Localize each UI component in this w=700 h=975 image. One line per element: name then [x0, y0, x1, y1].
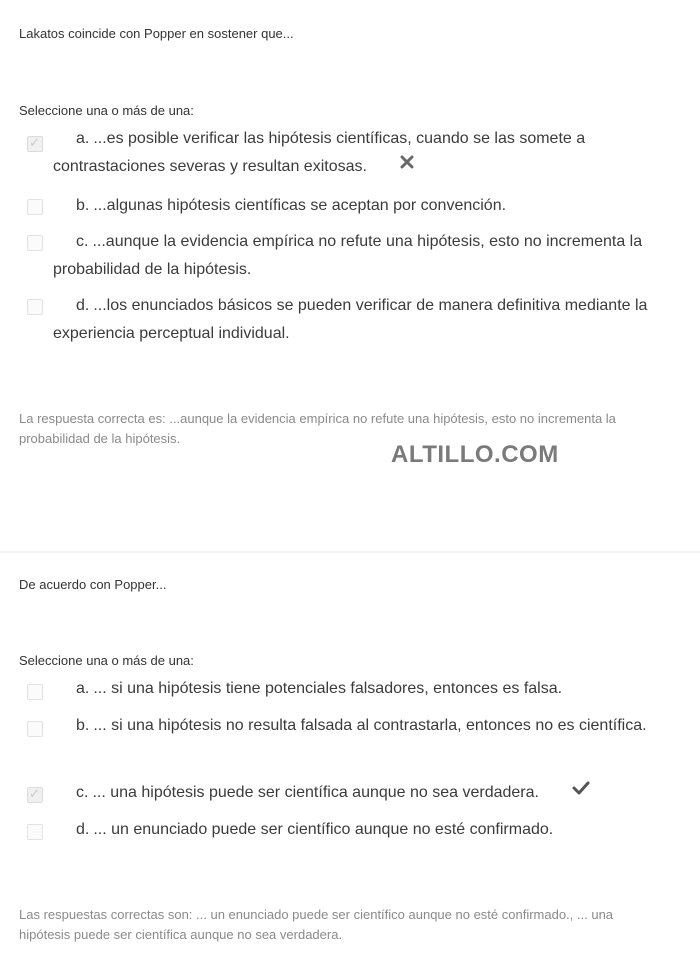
- select-prompt: Seleccione una o más de una:: [19, 653, 194, 668]
- answer-checkbox[interactable]: [27, 199, 43, 215]
- question-2: [0, 553, 700, 975]
- answer-checkbox[interactable]: [27, 235, 43, 251]
- answer-letter: b.: [76, 717, 90, 734]
- answer-letter: b.: [76, 197, 90, 214]
- answer-label: ...es posible verificar las hipótesis científicas, cuando se las somete a contrastaciones severas y resultan exitosas.: [53, 130, 586, 176]
- watermark: ALTILLO.COM: [391, 441, 559, 468]
- correct-icon: [549, 777, 590, 805]
- answer-label: ... una hipótesis puede ser científica aunque no sea verdadera.: [92, 784, 539, 802]
- answer-checkbox[interactable]: [27, 824, 43, 840]
- answer-label: ... un enunciado puede ser científico aunque no esté confirmado.: [93, 821, 554, 838]
- answer-checkbox[interactable]: [27, 787, 43, 803]
- correct-answer-feedback: Las respuestas correctas son: ... un enunciado puede ser científico aunque no esté confirmado., ... una hipótesis puede ser científica aunque no sea verdadera.: [19, 907, 614, 942]
- answer-letter: d.: [76, 297, 90, 314]
- correct-answer-feedback: La respuesta correcta es: ...aunque la evidencia empírica no refute una hipótesis, esto no incrementa la probabilidad de la hipótesis.: [19, 411, 616, 446]
- checkmark-icon: ✓: [29, 786, 40, 801]
- answer-label: ... si una hipótesis tiene potenciales falsadores, entonces es falsa.: [93, 680, 563, 697]
- answer-checkbox[interactable]: [27, 299, 43, 315]
- answer-letter: d.: [76, 821, 90, 838]
- answer-checkbox[interactable]: [27, 684, 43, 700]
- question-text: Lakatos coincide con Popper en sostener que...: [19, 26, 294, 41]
- incorrect-icon: [377, 151, 414, 179]
- answer-label: ...aunque la evidencia empírica no refute una hipótesis, esto no incrementa la probabilidad de la hipótesis.: [53, 233, 643, 278]
- answer-checkbox[interactable]: [27, 721, 43, 737]
- answer-letter: c.: [76, 784, 89, 802]
- answer-letter: a.: [76, 680, 90, 697]
- select-prompt: Seleccione una o más de una:: [19, 103, 194, 118]
- answer-label: ... si una hipótesis no resulta falsada al contrastarla, entonces no es científica.: [93, 717, 647, 734]
- question-text: De acuerdo con Popper...: [19, 577, 167, 592]
- answer-letter: c.: [76, 233, 89, 250]
- answer-label: ...los enunciados básicos se pueden verificar de manera definitiva mediante la experiencia perceptual individual.: [53, 297, 648, 342]
- answer-checkbox[interactable]: [27, 136, 43, 152]
- checkmark-icon: ✓: [29, 135, 40, 150]
- answer-letter: a.: [76, 130, 90, 147]
- answer-label: ...algunas hipótesis científicas se aceptan por convención.: [93, 197, 507, 214]
